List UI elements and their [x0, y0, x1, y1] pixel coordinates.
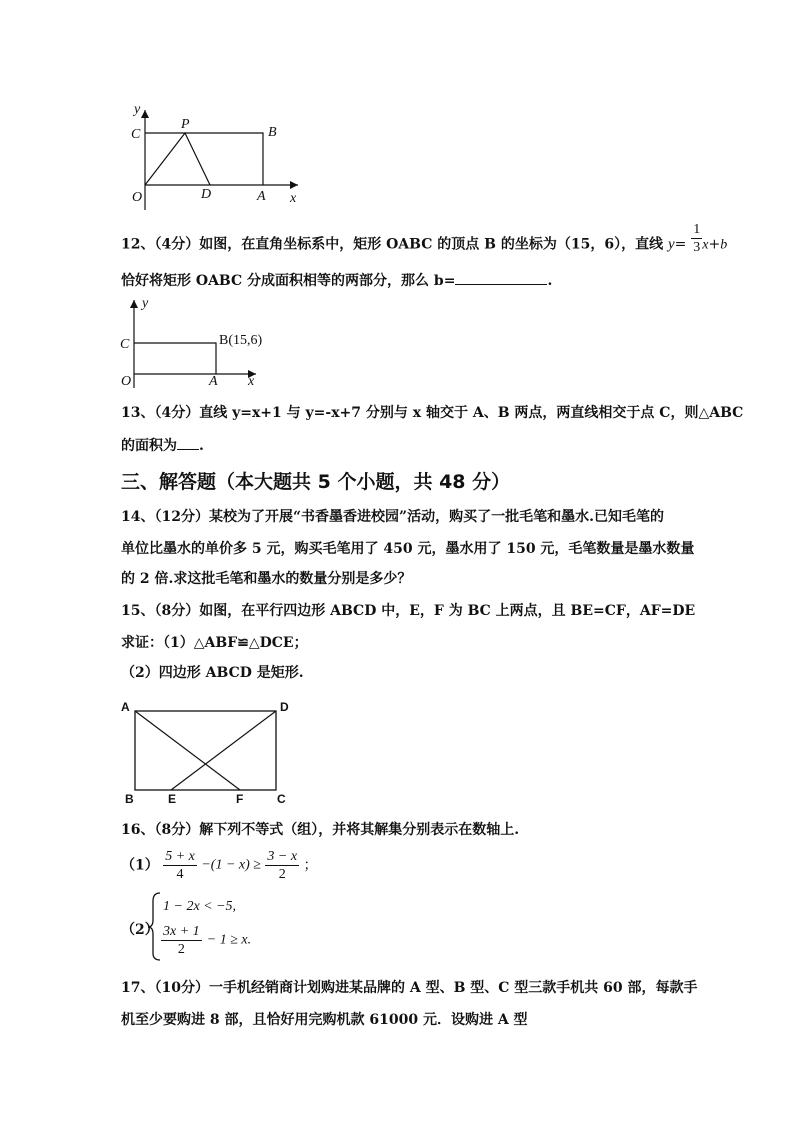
- q17-line2: 机至少要购进 8 部，且恰好用完购机款 61000 元．设购进 A 型: [121, 1012, 528, 1028]
- fig3-label-d: D: [280, 700, 289, 714]
- axis-y-label: y: [134, 102, 141, 117]
- q13-line2-text: 的面积为: [121, 438, 177, 454]
- point-c-label: C: [131, 127, 141, 142]
- q16-p1-frac2-den: 2: [278, 867, 286, 882]
- q16-part1-label: （1）: [121, 857, 159, 874]
- point-a-label: A: [257, 189, 266, 204]
- q17-line1: 17、（10分）一手机经销商计划购进某品牌的 A 型、B 型、C 型三款手机共 60 部，每款手: [121, 980, 698, 996]
- q16-p2-line1: 1 − 2x < −5,: [163, 899, 237, 914]
- q14-line3: 的 2 倍.求这批毛笔和墨水的数量分别是多少？: [121, 571, 412, 587]
- q14-line1: 14、（12分）某校为了开展“书香墨香进校园”活动，购买了一批毛笔和墨水.已知毛笔的: [121, 509, 664, 525]
- point-d-label: D: [201, 187, 212, 202]
- eq-equals: =: [674, 236, 687, 253]
- fig3-label-b: B: [125, 792, 134, 806]
- axis-x-label: x: [290, 191, 297, 206]
- q16-p1-mid: −(1 − x) ≥: [201, 857, 261, 873]
- fig3-label-e: E: [168, 792, 177, 806]
- section-3-heading: 三、解答题（本大题共 5 个小题，共 48 分）: [121, 471, 511, 493]
- q16-p2-frac-den: 2: [177, 942, 185, 957]
- q12-text: 12、（4分）如图，在直角坐标系中，矩形 OABC 的顶点 B 的坐标为（15，6），直线: [121, 236, 664, 253]
- point-b-label: B: [268, 125, 277, 140]
- q15-line3: （2）四边形 ABCD 是矩形.: [121, 665, 304, 681]
- q16-p2-frac-num: 3x + 1: [163, 924, 200, 939]
- q16-line1: 16、（8分）解下列不等式（组），并将其解集分别表示在数轴上.: [121, 822, 520, 838]
- axis-y-label-2: y: [142, 296, 149, 311]
- q16-part2-label: （2）: [121, 922, 159, 938]
- fig3-label-f: F: [236, 792, 244, 806]
- fig3-label-c: C: [277, 792, 286, 806]
- q16-p2-frac: [161, 923, 202, 958]
- q12-line2-end: .: [547, 273, 553, 289]
- eq-fraction-num: 1: [693, 222, 701, 237]
- q16-p2-line2: [161, 923, 251, 958]
- eq-plus: +: [708, 236, 721, 253]
- fig3-label-a: A: [121, 700, 130, 714]
- q16-p1-frac2-num: 3 − x: [267, 849, 298, 864]
- point-a-label-2: A: [209, 374, 218, 389]
- q12-line2-text: 恰好将矩形 OABC 分成面积相等的两部分，那么 b=: [121, 273, 456, 289]
- q13-line1: 13、（4分）直线 y=x+1 与 y=-x+7 分别与 x 轴交于 A、B 两点，两直线相交于点 C，则△ABC: [121, 405, 744, 421]
- eq-fraction-den: 3: [693, 240, 701, 255]
- eq-b: b: [720, 237, 728, 253]
- axis-x-label-2: x: [248, 374, 255, 389]
- eq-x: x: [702, 237, 709, 253]
- q15-line1: 15、（8分）如图，在平行四边形 ABCD 中，E，F 为 BC 上两点，且 BE=CF，AF=DE: [121, 603, 696, 619]
- q13-line2-end: .: [199, 438, 204, 454]
- point-o-label-2: O: [121, 374, 132, 389]
- q16-p2-line2-rest: − 1 ≥ x.: [206, 932, 252, 948]
- point-b-label-2: B(15,6): [219, 333, 263, 348]
- q15-line2: 求证：（1）△ABF≌△DCE；: [121, 635, 308, 651]
- q16-p1-end: ；: [303, 857, 318, 874]
- q16-p1-frac1-num: 5 + x: [165, 849, 195, 864]
- point-p-label: P: [181, 117, 190, 132]
- eq-y: y: [667, 236, 675, 253]
- point-c-label-2: C: [120, 337, 130, 352]
- point-o-label: O: [132, 190, 143, 205]
- q14-line2: 单位比墨水的单价多 5 元，购买毛笔用了 450 元，墨水用了 150 元，毛笔数量是墨水数量: [121, 541, 695, 557]
- q16-p1-frac1-den: 4: [176, 867, 184, 882]
